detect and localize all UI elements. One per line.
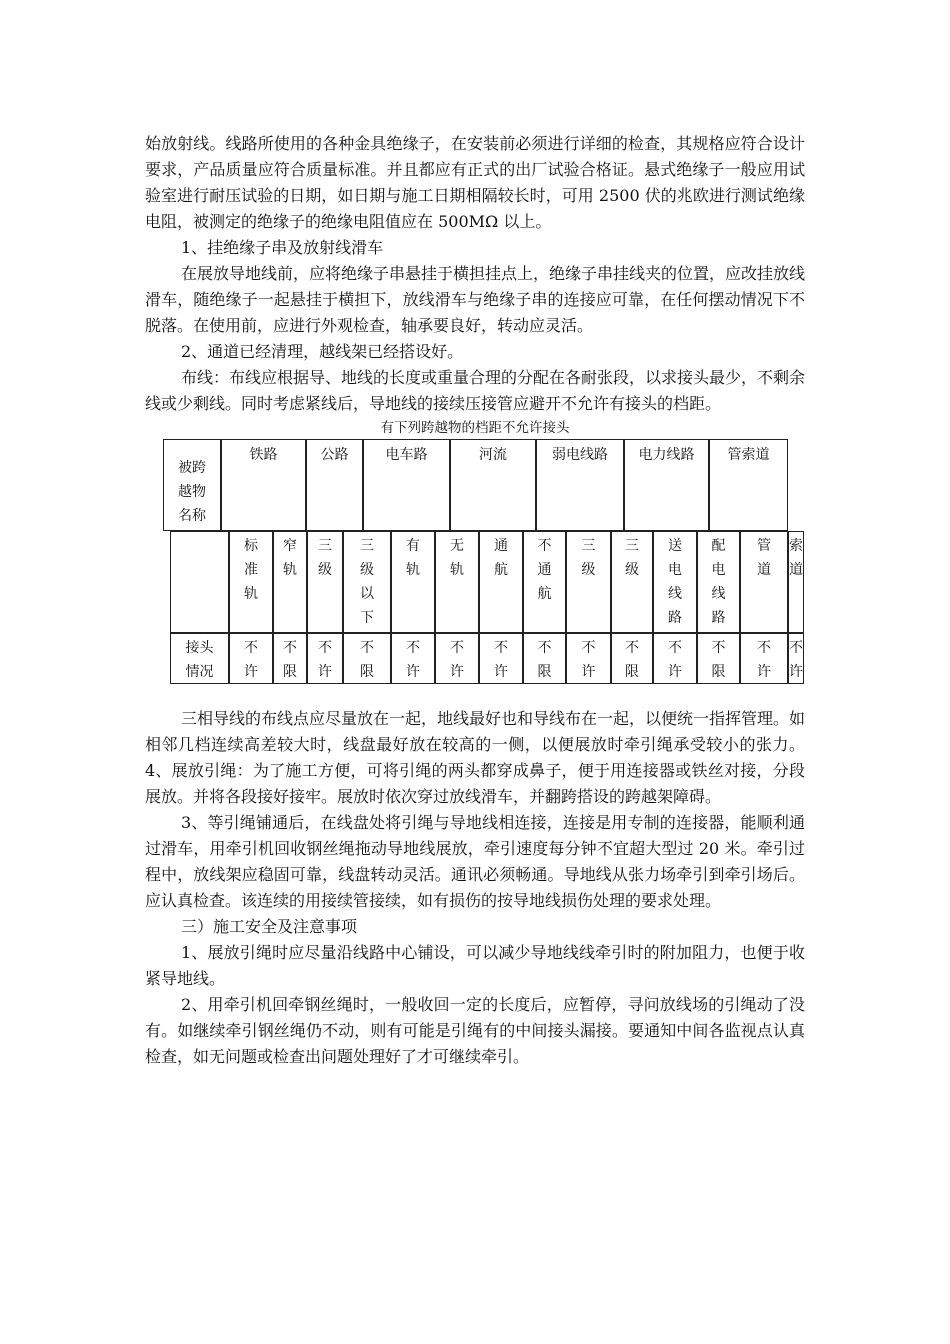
- table-subcategory-cell-text: 索: [789, 538, 803, 554]
- table-subcategory-cell-text: 线: [668, 586, 682, 602]
- table-subcategory-cell-text: 三: [625, 538, 639, 554]
- table-subcategory-cell: [479, 531, 523, 633]
- table-category-cell: 管索道: [709, 439, 788, 531]
- table-subcategory-cell-text: 通: [494, 538, 508, 554]
- table-status-cell-text: 许: [668, 664, 682, 680]
- table-subcategory-cell-text: 轨: [244, 586, 258, 602]
- table-category-cell: 弱电线路: [536, 439, 624, 531]
- table-subcategory-cell: [740, 531, 788, 633]
- table-status-cell-text: 不: [581, 640, 596, 656]
- table-subcategory-cell-text: 窄: [283, 538, 297, 554]
- table-status-cell-text: 不: [789, 640, 803, 656]
- table-subcategory-cell: [653, 531, 697, 633]
- table-category-cell: 铁路: [221, 439, 306, 531]
- table-subcategory-cell-text: 级: [625, 562, 639, 578]
- table-status-cell-text: 许: [318, 664, 332, 680]
- table-subcategory-cell-text: 准: [244, 562, 258, 578]
- table-subcategory-cell-text: 轨: [450, 562, 464, 578]
- table-subcategory-cell-text: 通: [537, 562, 552, 578]
- table-status-cell-text: 不: [450, 640, 464, 656]
- table-category-cell: 公路: [306, 439, 363, 531]
- table-subcategory-cell-text: 以: [360, 586, 374, 602]
- table-status-cell-text: 不: [537, 640, 552, 656]
- table-subcategory-cell-text: 无: [450, 538, 464, 554]
- table-status-cell-text: 不: [494, 640, 508, 656]
- table-blank-cell: [170, 531, 229, 633]
- heading-safety: 三）施工安全及注意事项: [181, 917, 358, 936]
- table-subcategory-cell-text: 有: [406, 538, 420, 554]
- paragraph-pull-rope: 3、等引绳铺通后，在线盘处将引绳与导地线相连接，连接是用专制的连接器，能顺利通过滑车，用牵引机回收钢丝绳拖动导地线展放，牵引速度每分钟不宜超大型过 20 米。牵引过程中，放线架应稳固可靠，线盘转动灵活。通讯必须畅通。导地线从张力场牵引到牵引场后。应认真检查。该连续的用接续管接续，如有损伤的按导地线损伤处理的要求处理。: [145, 813, 805, 910]
- table-subcategory-cell-text: 配: [711, 538, 726, 554]
- table-status-cell-text: 不: [244, 640, 258, 656]
- paragraph-channel-cleared: 2、通道已经清理，越线架已经搭设好。: [181, 342, 464, 361]
- table-status-cell: [307, 633, 343, 684]
- table-subcategory-cell-text: 航: [537, 586, 552, 602]
- table-subcategory-cell: [391, 531, 435, 633]
- table-status-cell-text: 许: [581, 664, 596, 680]
- table-subcategory-cell-text: 级: [360, 562, 374, 578]
- table-subcategory-cell-text: 路: [668, 610, 682, 626]
- table-status-cell-text: 限: [360, 664, 374, 680]
- table-caption: 有下列跨越物的档距不允许接头: [380, 420, 570, 436]
- table-status-cell-text: 不: [360, 640, 374, 656]
- table-status-cell-text: 不: [406, 640, 420, 656]
- table-status-cell-text: 许: [406, 664, 420, 680]
- table-subcategory-cell-text: 轨: [406, 562, 420, 578]
- table-subcategory-cell-text: 电: [668, 562, 682, 578]
- table-subcategory-cell: [788, 531, 804, 633]
- table-row-header-crossing-text: 越物: [178, 484, 206, 500]
- table-status-cell: [740, 633, 788, 684]
- table-subcategory-cell-text: 级: [581, 562, 596, 578]
- table-status-cell: [435, 633, 479, 684]
- table-subcategory-cell-text: 道: [757, 562, 771, 578]
- table-status-cell: [697, 633, 740, 684]
- table-status-cell-text: 不: [318, 640, 332, 656]
- table-subcategory-cell: [307, 531, 343, 633]
- table-row-header-crossing-text: 名称: [178, 508, 206, 524]
- table-status-cell-text: 许: [450, 664, 464, 680]
- table-status-cell: [229, 633, 273, 684]
- table-subcategory-cell-text: 级: [318, 562, 332, 578]
- table-status-cell: [273, 633, 307, 684]
- table-subcategory-cell-text: 三: [581, 538, 596, 554]
- table-status-cell: [391, 633, 435, 684]
- paragraph-safety-2: 2、用牵引机回牵钢丝绳时，一般收回一定的长度后，应暂停，寻问放线场的引绳动了没有。如继续牵引钢丝绳仍不动，则有可能是引绳有的中间接头漏接。要通知中间各监视点认真检查，如无问题或检查出问题处理好了才可继续牵引。: [145, 995, 805, 1066]
- paragraph-wire-layout: 布线：布线应根据导、地线的长度或重量合理的分配在各耐张段，以求接头最少，不剩余线或少剩线。同时考虑紧线后，导地线的接续压接管应避开不允许有接头的档距。: [145, 368, 806, 413]
- table-status-cell-text: 许: [244, 664, 258, 680]
- table-status-cell: [566, 633, 611, 684]
- table-category-cell: 电车路: [363, 439, 450, 531]
- table-status-cell-text: 限: [537, 664, 552, 680]
- table-row-header-joint: [170, 633, 229, 684]
- paragraph-hang-pulley: 在展放导地线前，应将绝缘子串悬挂于横担挂点上，绝缘子串挂线夹的位置，应改挂放线滑车，随绝缘子一起悬挂于横担下，放线滑车与绝缘子串的连接应可靠，在任何摆动情况下不脱落。在使用前，应进行外观检查，轴承要良好，转动应灵活。: [145, 264, 806, 335]
- table-subcategory-cell-text: 道: [789, 562, 803, 578]
- table-subcategory-cell-text: 线: [711, 586, 726, 602]
- table-subcategory-cell-text: 不: [537, 538, 552, 554]
- table-subcategory-cell-text: 标: [244, 538, 258, 554]
- table-row-header-crossing: [163, 439, 221, 531]
- table-subcategory-cell: [566, 531, 611, 633]
- table-subcategory-cell: [697, 531, 740, 633]
- table-status-cell-text: 限: [711, 664, 726, 680]
- table-subcategory-cell: [435, 531, 479, 633]
- table-status-cell-text: 许: [494, 664, 508, 680]
- crossing-joint-table: [163, 439, 803, 684]
- table-row-header-crossing-text: 被跨: [178, 460, 206, 476]
- table-subcategory-cell: [523, 531, 566, 633]
- table-status-cell-text: 不: [668, 640, 682, 656]
- table-subcategory-cell-text: 三: [318, 538, 332, 554]
- table-status-cell-text: 不: [625, 640, 639, 656]
- table-status-cell: [653, 633, 697, 684]
- paragraph-safety-1: 1、展放引绳时应尽量沿线路中心铺设，可以减少导地线线牵引时的附加阻力，也便于收紧导地线。: [145, 943, 805, 988]
- table-subcategory-cell: [273, 531, 307, 633]
- table-status-cell-text: 限: [625, 664, 639, 680]
- table-category-cell: 电力线路: [624, 439, 709, 531]
- table-subcategory-cell: [229, 531, 273, 633]
- table-subcategory-cell-text: 管: [757, 538, 771, 554]
- table-row-header-joint-text: 情况: [185, 664, 214, 680]
- table-subcategory-cell-text: 路: [711, 610, 726, 626]
- document-page: [145, 131, 805, 1070]
- table-subcategory-cell-text: 三: [360, 538, 374, 554]
- table-subcategory-cell-text: 送: [668, 538, 682, 554]
- table-status-cell: [788, 633, 804, 684]
- table-status-cell-text: 不: [283, 640, 297, 656]
- table-subcategory-cell-text: 轨: [283, 562, 297, 578]
- table-status-cell: [343, 633, 391, 684]
- table-subcategory-cell-text: 航: [494, 562, 508, 578]
- table-subcategory-cell-text: 电: [711, 562, 726, 578]
- table-status-cell-text: 不: [757, 640, 771, 656]
- table-subcategory-cell-text: 下: [360, 610, 374, 626]
- table-status-cell-text: 许: [789, 664, 803, 680]
- table-category-cell: 河流: [450, 439, 536, 531]
- paragraph-three-phase: 三相导线的布线点应尽量放在一起，地线最好也和导线布在一起，以便统一指挥管理。如相邻几档连续高差较大时，线盘最好放在较高的一侧，以便展放时牵引绳承受较小的张力。4、展放引绳：为了施工方便，可将引绳的两头都穿成鼻子，便于用连接器或铁丝对接，分段展放。并将各段接好接牢。展放时依次穿过放线滑车，并翻跨搭设的跨越架障碍。: [145, 709, 806, 806]
- table-status-cell: [611, 633, 653, 684]
- table-status-cell: [479, 633, 523, 684]
- table-status-cell-text: 限: [283, 664, 297, 680]
- table-status-cell: [523, 633, 566, 684]
- table-row-header-joint-text: 接头: [185, 640, 214, 656]
- paragraph-insulator-inspection: 始放射线。线路所使用的各种金具绝缘子，在安装前必须进行详细的检查，其规格应符合设计要求，产品质量应符合质量标准。并且都应有正式的出厂试验合格证。悬式绝缘子一般应用试验室进行耐压试验的日期，如日期与施工日期相隔较长时，可用 2500 伏的兆欧进行测试绝缘电阻，被测定的绝缘子的绝缘电阻值应在 500MΩ 以上。: [145, 134, 805, 231]
- table-subcategory-cell: [343, 531, 391, 633]
- heading-hang-insulator: 1、挂绝缘子串及放射线滑车: [181, 238, 384, 257]
- table-status-cell-text: 许: [757, 664, 771, 680]
- table-status-cell-text: 不: [711, 640, 726, 656]
- table-subcategory-cell: [611, 531, 653, 633]
